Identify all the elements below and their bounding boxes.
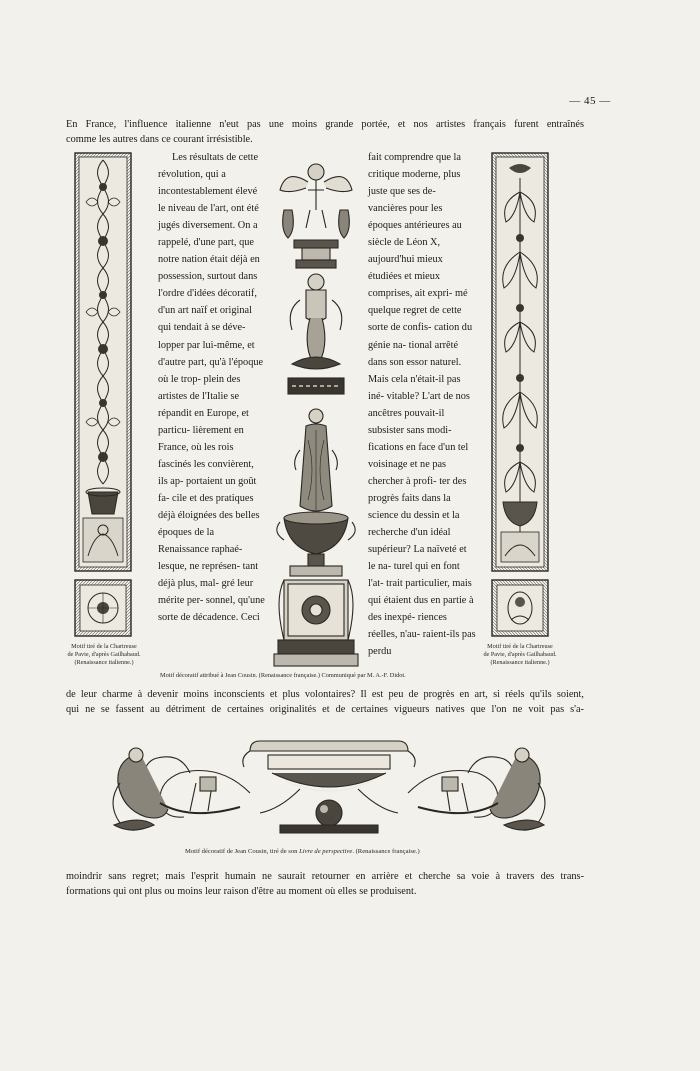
text-line: de décadence. Ceci: [180, 612, 260, 624]
text-line: riences réelles, n'au-: [368, 612, 447, 641]
right-panel-caption: Motif tiré de la Chartreuse de Pavie, d'après Gailhabaud. (Renaissance italienne.): [483, 643, 557, 666]
right-arabesque-panel: [491, 152, 549, 638]
text-line: comme les autres dans ce courant irrésistible.: [66, 134, 253, 146]
text-line: ancêtres pouvait-il: [368, 407, 445, 419]
right-text-column: [368, 149, 476, 660]
left-text-column: [158, 149, 265, 626]
text-line: Europe, et particu-: [158, 407, 249, 436]
text-line: turel qui en font l'at-: [368, 561, 460, 590]
text-line: aujourd'hui mieux: [368, 254, 443, 266]
text-line: surtout dans l'ordre: [158, 271, 258, 300]
text-line: essor naturel. Mais: [368, 356, 462, 385]
text-line: lesque, ne représen-: [158, 561, 241, 573]
text-line: d'idées décoratif, d'un: [158, 288, 257, 317]
text-line: l'époque où le trop-: [158, 356, 264, 385]
text-line: vitable? L'art de nos: [386, 390, 470, 402]
text-line: qui ne se fassent au détriment de certaines originalités et de certaines vigueurs natives que l'on ne voit pas s'a-: [66, 704, 584, 716]
text-line: pas chercher à profi-: [368, 458, 447, 487]
text-line: cette sorte de confis-: [368, 305, 462, 334]
text-line: art naïf et original: [177, 305, 252, 317]
text-line: plus juste que ses de-: [368, 169, 461, 198]
text-line: vancières pour les: [368, 203, 443, 215]
text-line: étudiées et mieux: [368, 271, 441, 283]
text-line: rappelé, d'une part,: [158, 237, 237, 249]
text-line: diversement. On a: [182, 220, 258, 232]
text-line: où les rois fascinés: [158, 441, 234, 470]
page-number: — 45 —: [569, 95, 611, 107]
text-line: moindrir sans regret; mais l'esprit humain ne saurait retourner en arrière et cherche sa voie à travers des trans-: [66, 871, 584, 882]
text-line: les convièrent, ils ap-: [158, 458, 254, 487]
text-line: gré leur mérite per-: [158, 578, 254, 607]
text-line: qui tendait à se déve-: [158, 322, 246, 334]
text-line: portaient un goût fa-: [158, 475, 257, 504]
text-line: subsister sans modi-: [368, 424, 452, 436]
text-line: cela n'était-il pas iné-: [368, 373, 461, 402]
text-line: lopper par lui-même,: [158, 339, 245, 351]
text-line: époques antérieures: [368, 220, 450, 232]
text-line: sonnel, qu'une sorte: [158, 595, 265, 624]
text-line: dessin et la recherche: [368, 509, 460, 539]
text-line: Les résultats de: [172, 152, 237, 163]
text-line: mé quelque regret de: [368, 288, 468, 317]
frieze-caption: Motif décoratif de Jean Cousin, tiré de son Livre de perspective. (Renaissance française.): [185, 848, 420, 855]
left-arabesque-panel: [74, 152, 132, 638]
text-line: qui étaient dus en: [368, 595, 441, 607]
text-line: au siècle de Léon X,: [368, 220, 462, 249]
intro-paragraph: [66, 117, 584, 147]
continuation-paragraph: [66, 687, 584, 717]
text-line: belles époques de la: [158, 509, 260, 539]
text-line: tel voisinage et ne: [368, 441, 469, 470]
center-column-caption: Motif décoratif attribué à Jean Cousin. (Renaissance française.) Communiqué par M. A.-F. Didot.: [160, 672, 406, 679]
left-panel-caption: Motif tiré de la Chartreuse de Pavie, d'après Gailhabaud. (Renaissance italienne.): [67, 643, 141, 666]
text-line: d'un idéal supérieur?: [368, 527, 451, 556]
text-line: cile et des pratiques: [172, 492, 254, 504]
closing-paragraph: [66, 869, 584, 899]
text-line: La naïveté et le na-: [368, 544, 467, 573]
text-line: En France, l'influence italienne n'eut pas une moins grande portée, et nos artistes français furent entraînés: [66, 119, 584, 130]
text-line: cation du génie na-: [368, 322, 473, 351]
text-line: élevé le niveau de: [158, 186, 258, 215]
text-line: tant déjà plus, mal-: [158, 561, 259, 590]
text-line: plein des artistes de: [158, 373, 241, 402]
text-line: cette révolution, qui: [158, 152, 259, 181]
text-line: l'Italie se répandit en: [158, 390, 240, 419]
grotesque-frieze: [100, 733, 558, 843]
text-line: a incontestablement: [158, 169, 233, 198]
text-line: raient-ils pas perdu: [368, 629, 476, 658]
text-line: trait particulier, mais: [386, 578, 472, 590]
text-line: de leur charme à devenir moins inconscients et plus volontaires? Il est peu de progrès en art, si réels qu'ils soient,: [66, 689, 584, 700]
text-line: comprises, ait expri-: [368, 288, 453, 300]
text-line: déjà en possession,: [158, 254, 260, 283]
text-line: déjà éloignées des: [158, 509, 233, 521]
text-line: fait comprendre que: [368, 152, 451, 163]
text-line: l'art, ont été jugés: [158, 203, 259, 232]
text-line: tional arrêté dans son: [368, 339, 459, 368]
text-line: et d'autre part, qu'à: [158, 339, 255, 368]
text-line: la critique moderne,: [368, 152, 461, 181]
text-line: formations qui ont plus ou moins leur raison d'être au moment où elles se produisent.: [66, 886, 417, 898]
text-line: Renaissance raphaé-: [158, 544, 243, 556]
text-line: fications en face d'un: [368, 441, 456, 453]
text-line: ter des progrès faits: [368, 475, 467, 504]
center-candelabra-column: [270, 150, 362, 670]
text-line: partie à des inexpé-: [368, 595, 474, 624]
text-line: lièrement en France,: [158, 424, 244, 453]
text-line: dans la science du: [368, 492, 451, 521]
text-line: que notre nation était: [158, 237, 254, 266]
